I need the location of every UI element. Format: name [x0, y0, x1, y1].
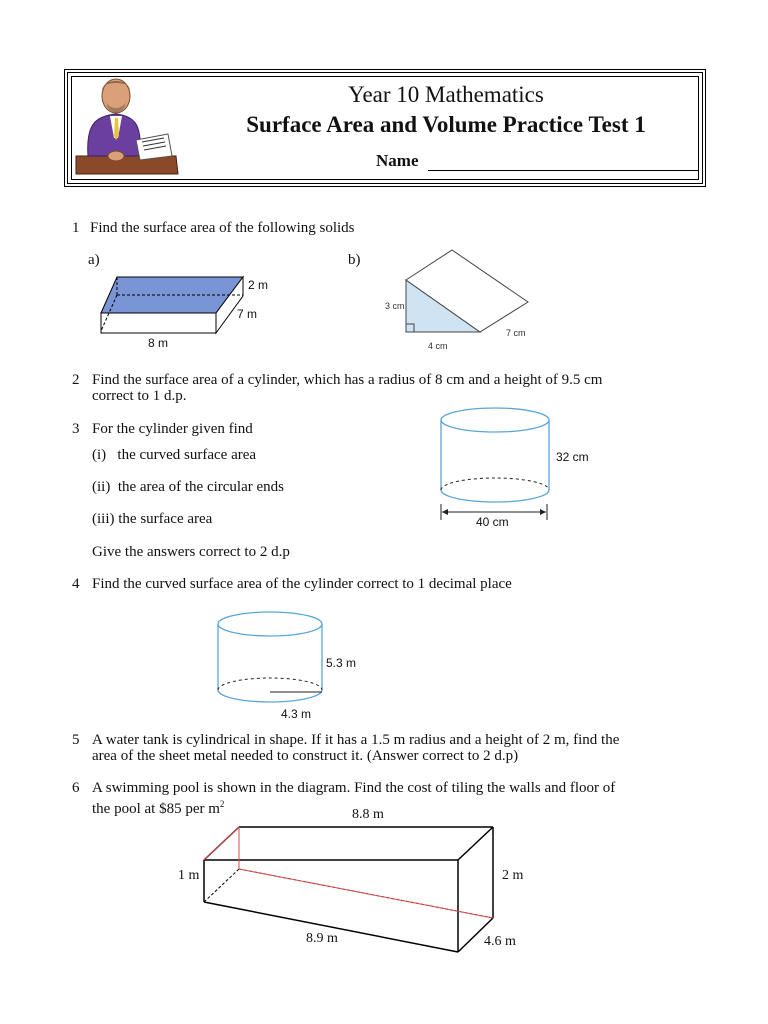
- q3-item-3: (iii) the surface area: [92, 511, 213, 527]
- q1a-depth-label: 7 m: [237, 307, 258, 321]
- q4-number: 4: [72, 576, 80, 592]
- q6-bottom-label: 8.9 m: [306, 931, 338, 946]
- q2-line1: Find the surface area of a cylinder, which has a radius of 8 cm and a height of 9.5 cm: [92, 372, 603, 388]
- q3-item-1: (i) the curved surface area: [92, 447, 257, 463]
- teacher-clipart: [76, 76, 178, 176]
- q4-text: Find the curved surface area of the cylinder correct to 1 decimal place: [92, 576, 512, 592]
- q6-number: 6: [72, 780, 80, 796]
- q1-part-b: b): [348, 252, 361, 268]
- q2-number: 2: [72, 372, 80, 388]
- q6-line1: A swimming pool is shown in the diagram. Find the cost of tiling the walls and floor of: [92, 780, 616, 796]
- q4-height-label: 5.3 m: [326, 656, 357, 670]
- page-title: Year 10 Mathematics: [348, 82, 544, 107]
- q1-number: 1: [72, 220, 80, 236]
- q1b-base-label: 4 cm: [428, 341, 448, 351]
- q3-width-label: 40 cm: [476, 515, 509, 529]
- q6-left-label: 1 m: [178, 868, 200, 883]
- q4-radius-label: 4.3 m: [281, 707, 312, 721]
- q1-text: Find the surface area of the following solids: [90, 220, 355, 236]
- q1-part-a: a): [88, 252, 100, 268]
- q6-top-label: 8.8 m: [352, 807, 384, 822]
- q6-width-label: 4.6 m: [484, 934, 516, 949]
- q1b-slope-label: 7 cm: [506, 328, 526, 338]
- q3-number: 3: [72, 421, 80, 437]
- q6-line2: [92, 796, 224, 818]
- q1a-length-label: 8 m: [148, 336, 169, 350]
- q3-item-2: (ii) the area of the circular ends: [92, 479, 284, 495]
- q1b-height-label: 3 cm: [385, 301, 405, 311]
- q1a-height-label: 2 m: [248, 278, 269, 292]
- q6-line2-text: the pool at $85 per m: [92, 801, 220, 817]
- q2-line2: correct to 1 d.p.: [92, 388, 187, 404]
- cylinder-diagram-q4: [216, 610, 326, 710]
- q3-note: Give the answers correct to 2 d.p: [92, 544, 290, 560]
- name-label: Name: [376, 151, 419, 170]
- prism-diagram: [100, 276, 250, 336]
- q5-line2: area of the sheet metal needed to construct it. (Answer correct to 2 d.p): [92, 748, 519, 764]
- q6-right-label: 2 m: [502, 868, 524, 883]
- q5-line1: A water tank is cylindrical in shape. If it has a 1.5 m radius and a height of 2 m, find the: [92, 732, 620, 748]
- name-field[interactable]: [428, 170, 698, 171]
- q3-text: For the cylinder given find: [92, 421, 253, 437]
- pool-diagram: [203, 826, 499, 954]
- page-subtitle: Surface Area and Volume Practice Test 1: [246, 112, 646, 137]
- q3-height-label: 32 cm: [556, 450, 589, 464]
- cylinder-diagram-q3: [438, 406, 553, 526]
- q6-superscript: 2: [219, 799, 225, 809]
- q5-number: 5: [72, 732, 80, 748]
